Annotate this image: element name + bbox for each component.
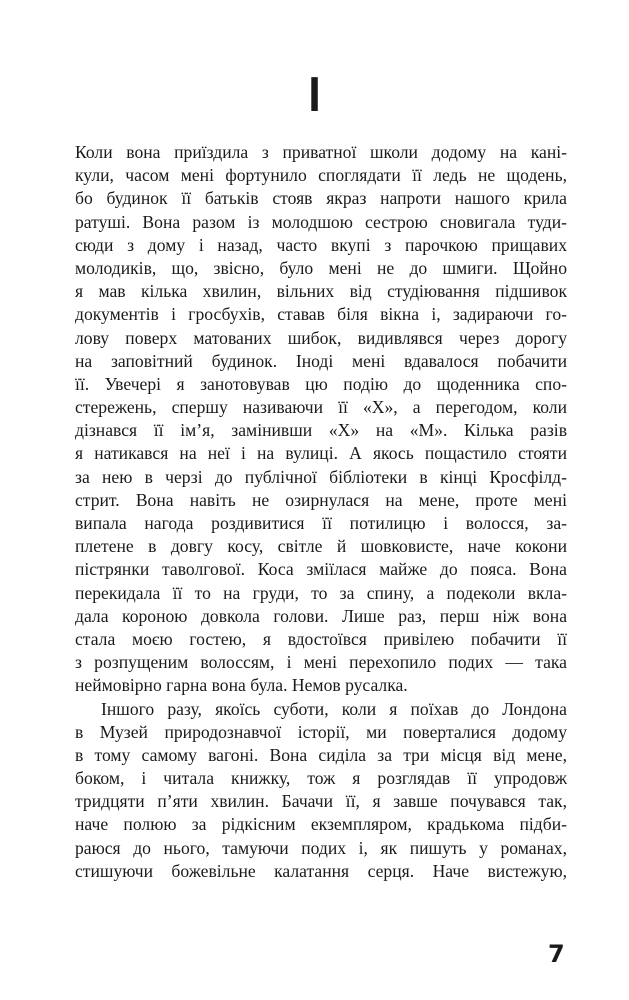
text-line: неймовірно гарна вона була. Немов русалка. — [75, 675, 408, 696]
text-line: стережень, спершу називаючи її «Х», а перегодом, коли — [75, 397, 567, 418]
text-line: я мав кілька хвилин, вільних від студіювання підшивок — [75, 281, 567, 302]
text-line: лову поверх матованих шибок, видивлявся через дорогу — [75, 327, 567, 348]
body-text — [75, 141, 567, 883]
text-line: в Музей природознавчої історії, ми поверталися додому — [75, 721, 567, 742]
text-line: Коли вона приїздила з приватної школи додому на кані- — [75, 142, 567, 162]
text-line: ратуші. Вона разом із молодшою сестрою сновигала туди- — [75, 211, 567, 232]
text-line: її. Увечері я занотовував цю подію до щоденника спо- — [75, 373, 567, 394]
text-line: Іншого разу, якоїсь суботи, коли я поїхав до Лондона — [101, 698, 567, 719]
text-line: випала нагода роздивитися її потилицю і волосся, за- — [75, 513, 567, 533]
text-line: документів і гросбухів, ставав біля вікна і, задираючи го- — [75, 304, 567, 325]
text-line: пістрянки таволгової. Коса зміїлася майже до пояса. Вона — [75, 559, 567, 580]
text-line: за нею в черзі до публічної бібліотеки в кінці Кросфілд- — [75, 466, 567, 487]
page-number: 7 — [548, 940, 565, 968]
text-line: на заповітний будинок. Іноді мені вдавалося побачити — [75, 350, 567, 371]
text-line: в тому самому вагоні. Вона сиділа за три місця від мене, — [75, 744, 567, 765]
text-line: раюся до нього, тамуючи подих і, як пишуть у романах, — [75, 837, 567, 858]
text-line: з розпущеним волоссям, і мені перехопило подих — така — [75, 652, 567, 673]
text-line: наче полюю за рідкісним екземпляром, крадькома підби- — [75, 814, 567, 835]
text-line: я натикався на неї і на вулиці. А якось пощастило стояти — [75, 443, 567, 464]
text-line: стала моєю гостею, я вдостоївся привілею побачити її — [75, 628, 567, 649]
text-line: молодиків, що, звісно, було мені не до шмиги. Щойно — [75, 257, 567, 278]
text-line: дізнався її ім’я, замінивши «Х» на «М». Кілька разів — [75, 420, 567, 441]
text-line: бо будинок її батьків стояв якраз напроти нашого крила — [75, 188, 567, 209]
text-line: стрит. Вона навіть не озирнулася на мене, проте мені — [75, 489, 567, 510]
text-line: боком, і читала книжку, тож я розглядав її упродовж — [75, 768, 567, 789]
text-line: сюди з дому і назад, часто вкупі з парочкою прищавих — [75, 234, 567, 255]
text-line: дала короною довкола голови. Лише раз, перш ніж вона — [75, 605, 567, 626]
text-line: стишуючи божевільне калатання серця. Наче вистежую, — [75, 860, 567, 881]
text-line: кули, часом мені фортунило споглядати її ледь не щодень, — [75, 165, 567, 186]
chapter-title: I — [308, 68, 321, 122]
text-line: перекидала її то на груди, то за спину, а подеколи вкла- — [75, 582, 567, 603]
text-line: плетене в довгу косу, світле й шовковисте, наче кокони — [75, 536, 567, 557]
text-line: тридцяти п’яти хвилин. Бачачи її, я завше почувався так, — [75, 791, 567, 812]
